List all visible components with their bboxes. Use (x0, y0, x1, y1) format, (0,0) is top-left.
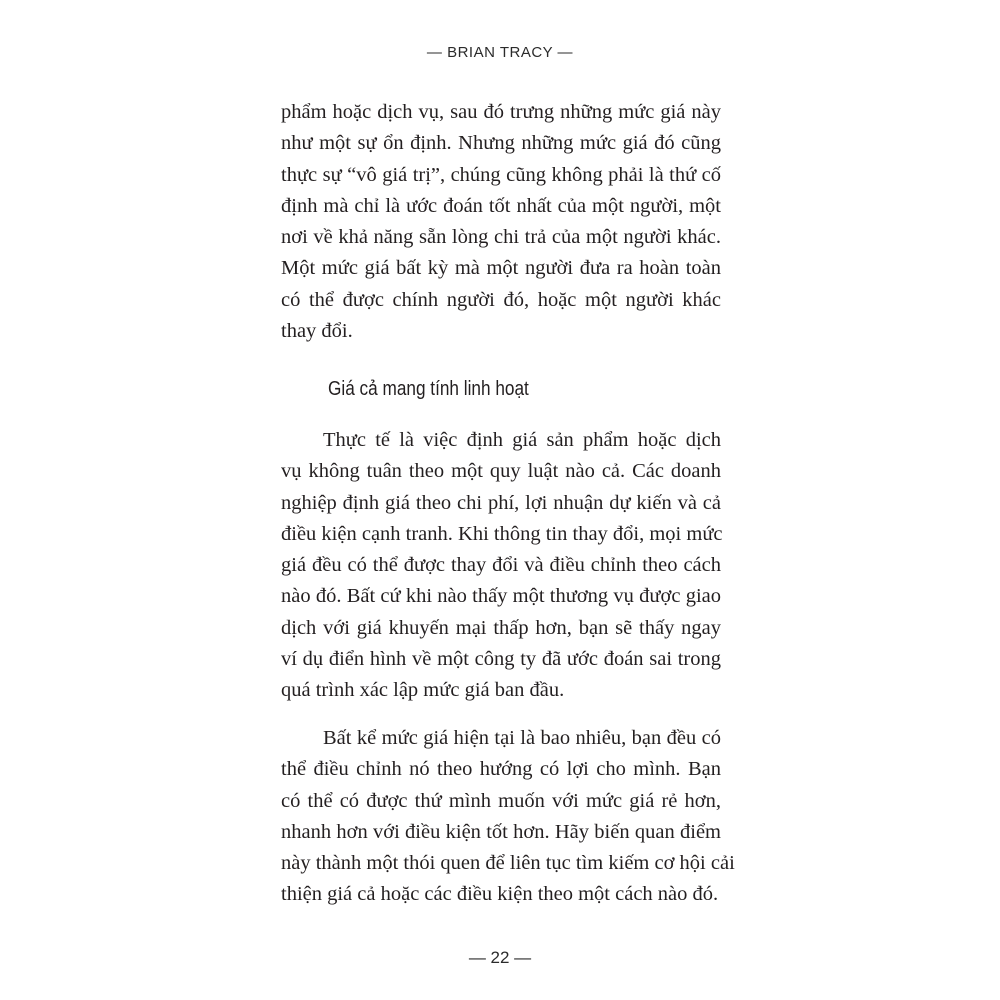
text-line: Thực tế là việc định giá sản phẩm hoặc dịch (323, 429, 721, 451)
paragraph-3 (281, 723, 735, 911)
text-line: vụ không tuân theo một quy luật nào cả. Các doanh (281, 460, 721, 483)
text-line: Một mức giá bất kỳ mà một người đưa ra hoàn toàn (281, 257, 721, 280)
text-line: thay đổi. (281, 320, 353, 343)
paragraph-2 (281, 425, 721, 707)
text-line: thực sự “vô giá trị”, chúng cũng không phải là thứ cố (281, 163, 721, 186)
text-line: nghiệp định giá theo chi phí, lợi nhuận dự kiến và cả (281, 491, 721, 514)
text-line: có thể được chính người đó, hoặc một người khác (281, 288, 721, 311)
text-line: Bất kể mức giá hiện tại là bao nhiêu, bạn đều có (323, 727, 721, 749)
text-line: có thể có được thứ mình muốn với mức giá rẻ hơn, (281, 789, 721, 812)
text-line: nào đó. Bất cứ khi nào thấy một thương vụ được giao (281, 585, 721, 608)
running-head: — BRIAN TRACY — (426, 44, 574, 61)
text-line: giá đều có thể được thay đổi và điều chỉnh theo cách (281, 554, 721, 577)
text-line: nơi về khả năng sẵn lòng chi trả của một người khác. (281, 226, 721, 249)
text-line: như một sự ổn định. Nhưng những mức giá đó cũng (281, 132, 721, 155)
page-number: — 22 — (468, 948, 532, 967)
paragraph-1 (281, 97, 721, 347)
text-line: phẩm hoặc dịch vụ, sau đó trưng những mức giá này (281, 101, 721, 123)
text-line: ví dụ điển hình về một công ty đã ước đoán sai trong (281, 648, 721, 671)
text-line: quá trình xác lập mức giá ban đầu. (281, 679, 565, 702)
text-line: thiện giá cả hoặc các điều kiện theo một cách nào đó. (281, 883, 719, 906)
text-line: này thành một thói quen để liên tục tìm kiếm cơ hội cải (281, 852, 735, 875)
text-line: nhanh hơn với điều kiện tốt hơn. Hãy biến quan điểm (281, 820, 721, 843)
text-line: điều kiện cạnh tranh. Khi thông tin thay đổi, mọi mức (281, 522, 723, 545)
section-heading: Giá cả mang tính linh hoạt (328, 378, 529, 400)
text-line: thể điều chỉnh nó theo hướng có lợi cho mình. Bạn (281, 758, 721, 781)
text-line: định mà chỉ là ước đoán tốt nhất của một người, một (281, 194, 721, 217)
text-line: dịch với giá khuyến mại thấp hơn, bạn sẽ thấy ngay (281, 616, 721, 639)
